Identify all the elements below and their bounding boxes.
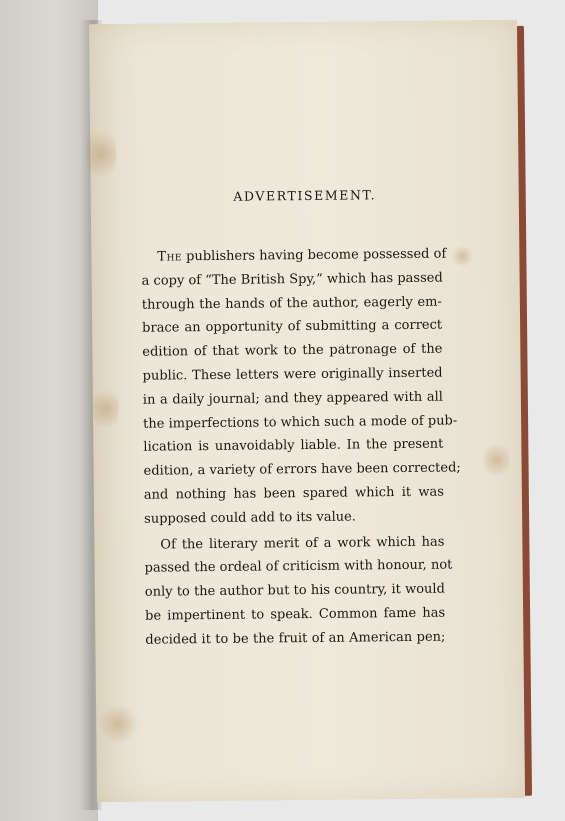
page-heading: ADVERTISEMENT. (233, 187, 377, 204)
text-line: the imperfections to which such a mode of pub- (143, 413, 458, 432)
text-line: edition, a variety of errors have been corrected; (143, 460, 461, 479)
text-line: Of the literary merit of a work which has (160, 534, 445, 553)
text-line: in a daily journal; and they appeared with all (142, 389, 443, 408)
text-line: be impertinent to speak. Common fame has (145, 605, 446, 624)
foxing-stain (86, 124, 117, 184)
text-line: edition of that work to the patronage of the (142, 341, 443, 360)
text-line: and nothing has been spared which it was (143, 484, 444, 503)
drop-word: The (157, 249, 183, 265)
foxing-stain (93, 384, 120, 434)
paragraph-2 (144, 530, 453, 652)
text-line: only to the author but to his country, it would (144, 581, 445, 600)
text-line: through the hands of the author, eagerly em- (141, 294, 442, 313)
text-line: public. These letters were originally inserted (142, 365, 443, 384)
text-line: supposed could add to its value. (144, 509, 356, 527)
text-line: passed the ordeal of criticism with honour, not (144, 557, 453, 577)
text-line: a copy of “The British Spy,” which has passed (141, 270, 443, 289)
text-line: The publishers having become possessed of (157, 246, 447, 265)
foxing-stain (451, 245, 473, 267)
book-page (89, 20, 525, 802)
foxing-stain (483, 440, 509, 480)
text-line: lication is unavoidably liable. In the present (143, 436, 444, 456)
page-body (141, 243, 461, 653)
text-line: decided it to be the fruit of an American pen; (145, 629, 446, 648)
foxing-stain (98, 704, 138, 744)
paragraph-1 (141, 243, 461, 532)
text-line: brace an opportunity of submitting a correct (142, 317, 443, 337)
